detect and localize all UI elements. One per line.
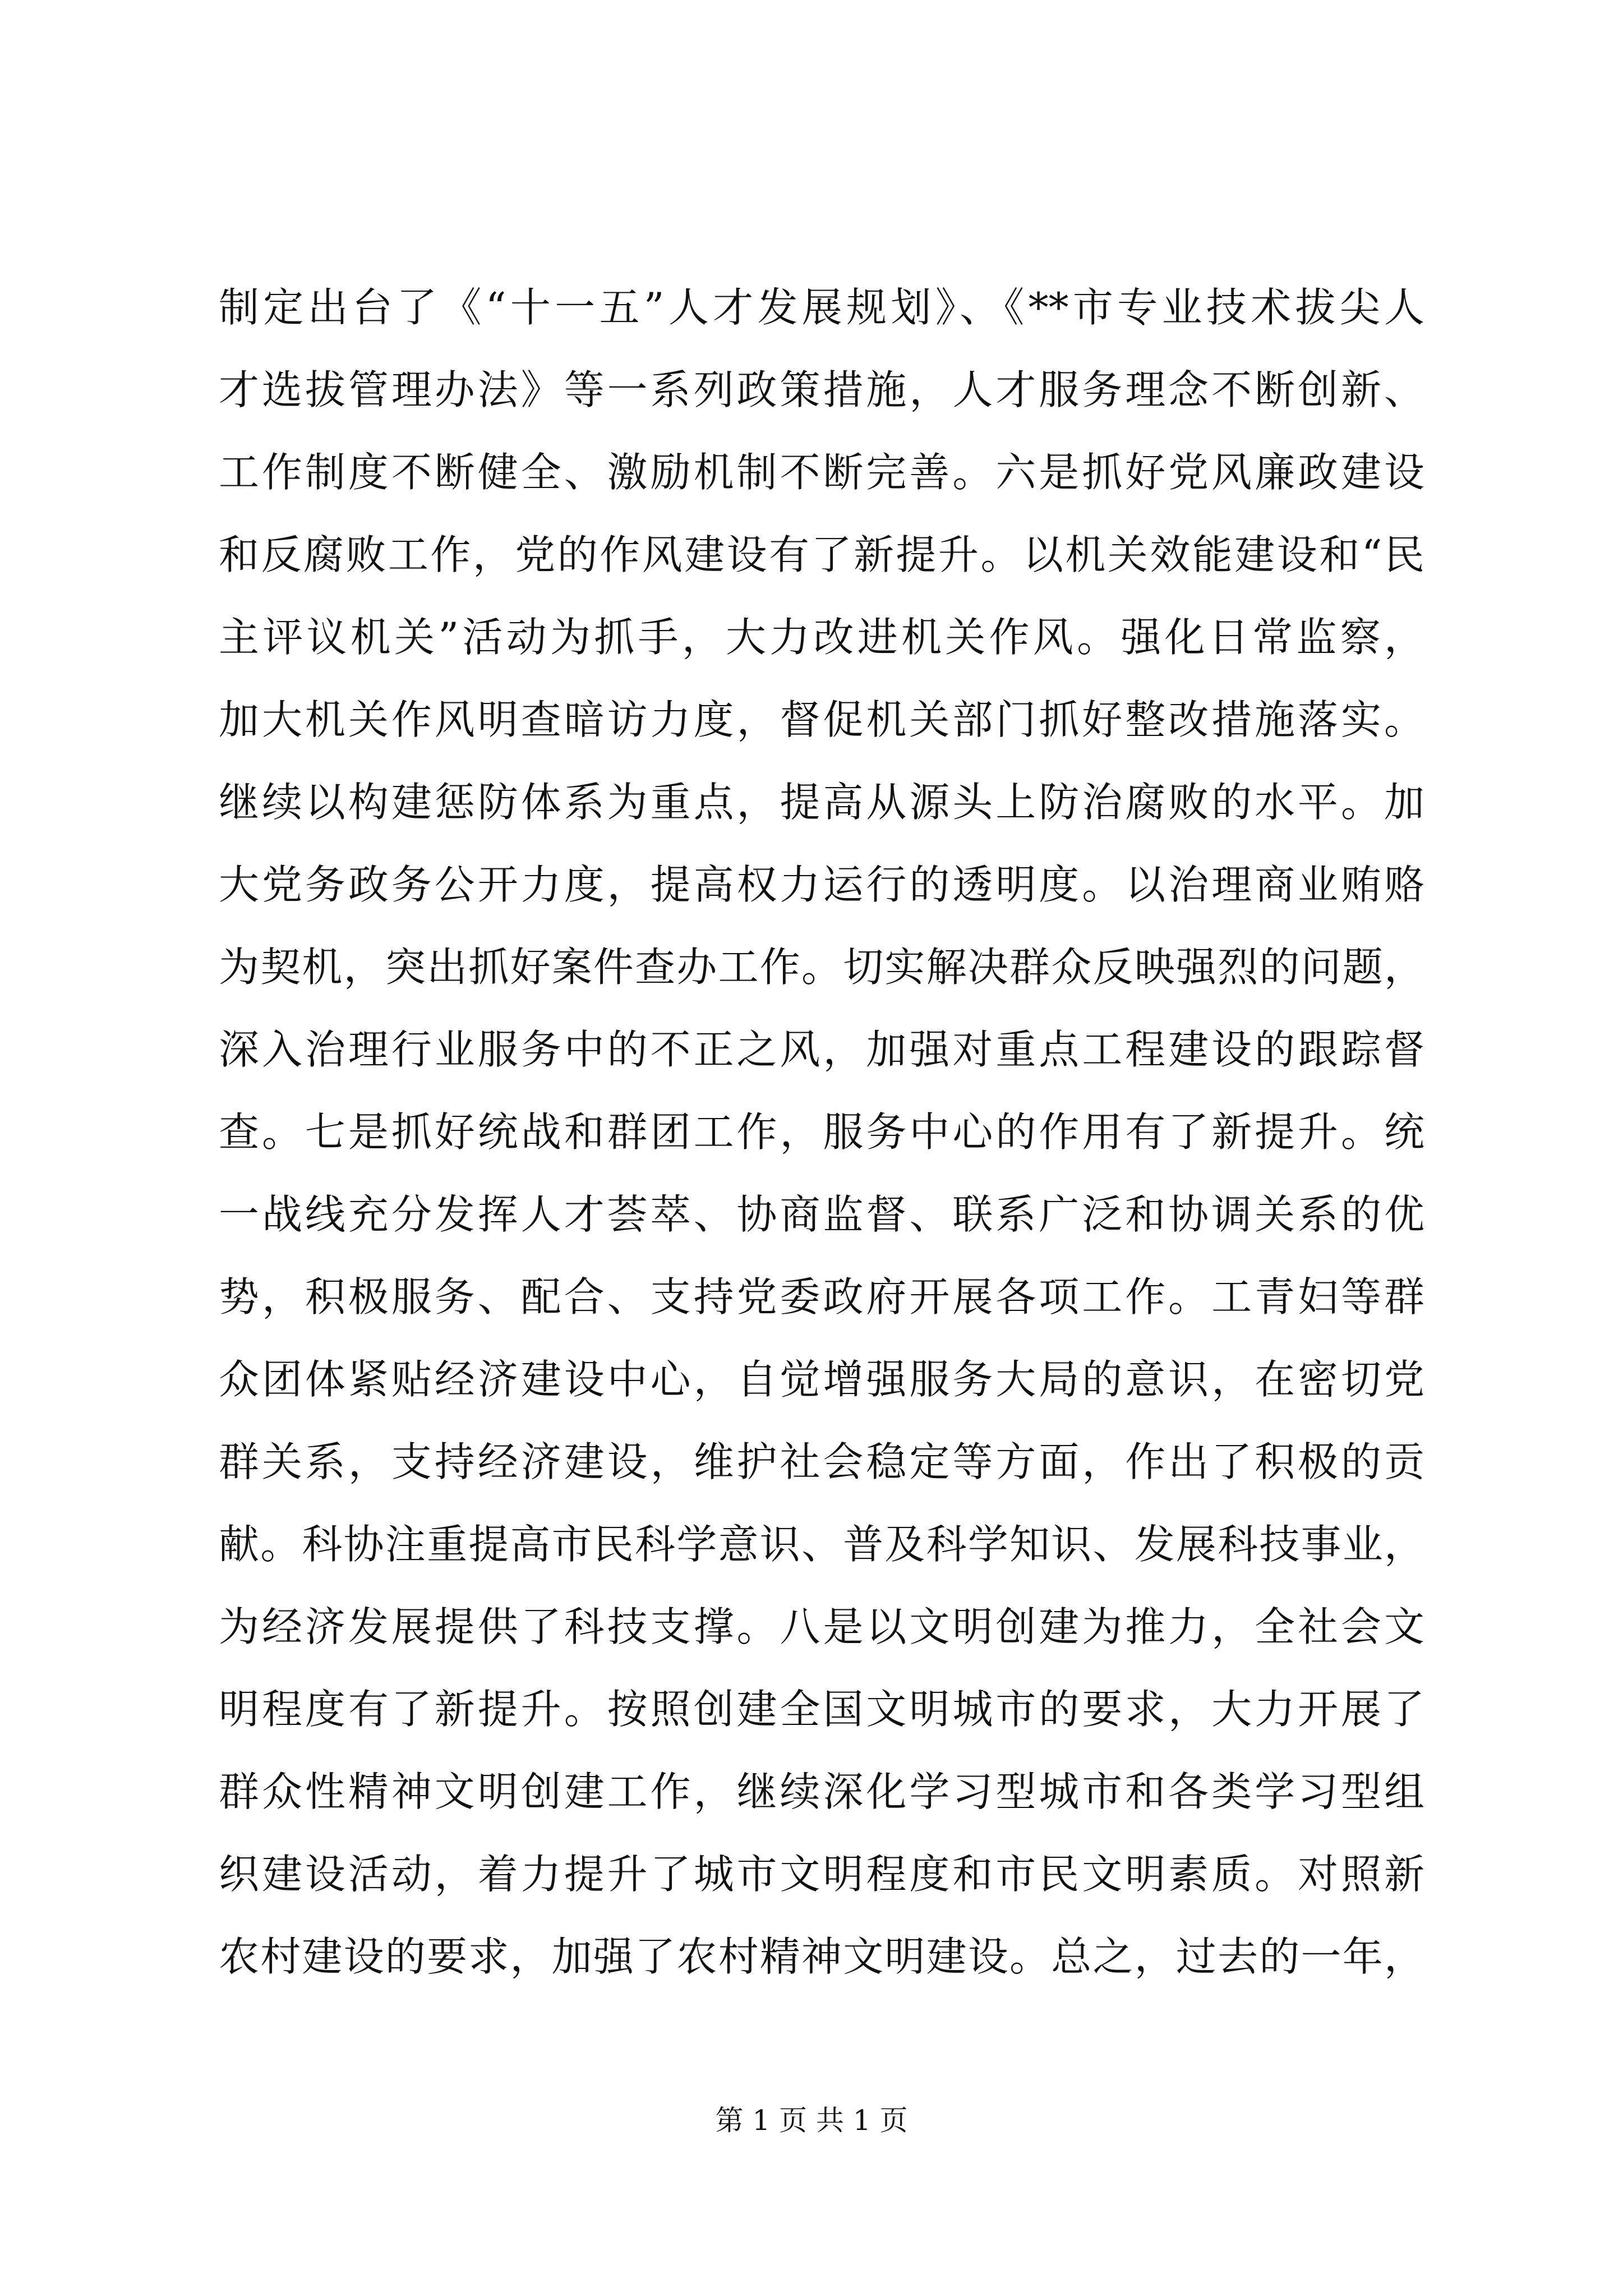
text-line: 为契机，突出抓好案件查办工作。切实解决群众反映强烈的问题， <box>219 944 1424 991</box>
text-line: 大党务政务公开力度，提高权力运行的透明度。以治理商业贿赂 <box>219 861 1424 908</box>
text-line: 工作制度不断健全、激励机制不断完善。六是抓好党风廉政建设 <box>219 449 1424 496</box>
text-line: 为经济发展提供了科技支撑。八是以文明创建为推力，全社会文 <box>219 1603 1424 1650</box>
text-line: 献。科协注重提高市民科学意识、普及科学知识、发展科技事业， <box>219 1521 1424 1568</box>
text-line: 主评议机关”活动为抓手，大力改进机关作风。强化日常监察， <box>219 614 1424 661</box>
text-line: 深入治理行业服务中的不正之风，加强对重点工程建设的跟踪督 <box>219 1026 1424 1073</box>
text-line: 和反腐败工作，党的作风建设有了新提升。以机关效能建设和“民 <box>219 531 1424 578</box>
text-line: 众团体紧贴经济建设中心，自觉增强服务大局的意识，在密切党 <box>219 1356 1424 1403</box>
text-line: 织建设活动，着力提升了城市文明程度和市民文明素质。对照新 <box>219 1851 1424 1898</box>
page-footer: 第 1 页 共 1 页 <box>715 2104 908 2137</box>
text-line: 继续以构建惩防体系为重点，提高从源头上防治腐败的水平。加 <box>219 779 1424 826</box>
text-line: 一战线充分发挥人才荟萃、协商监督、联系广泛和协调关系的优 <box>219 1191 1424 1238</box>
text-line: 查。七是抓好统战和群团工作，服务中心的作用有了新提升。统 <box>219 1108 1424 1156</box>
text-line: 势，积极服务、配合、支持党委政府开展各项工作。工青妇等群 <box>219 1273 1424 1320</box>
text-line: 明程度有了新提升。按照创建全国文明城市的要求，大力开展了 <box>219 1686 1424 1733</box>
text-line: 制定出台了《“十一五”人才发展规划》、《**市专业技术拔尖人 <box>219 284 1424 331</box>
text-line: 才选拔管理办法》等一系列政策措施，人才服务理念不断创新、 <box>219 366 1424 413</box>
text-line: 农村建设的要求，加强了农村精神文明建设。总之，过去的一年， <box>219 1933 1424 1980</box>
text-line: 群众性精神文明创建工作，继续深化学习型城市和各类学习型组 <box>219 1768 1424 1815</box>
text-line: 加大机关作风明查暗访力度，督促机关部门抓好整改措施落实。 <box>219 696 1424 743</box>
text-line: 群关系，支持经济建设，维护社会稳定等方面，作出了积极的贡 <box>219 1438 1424 1485</box>
